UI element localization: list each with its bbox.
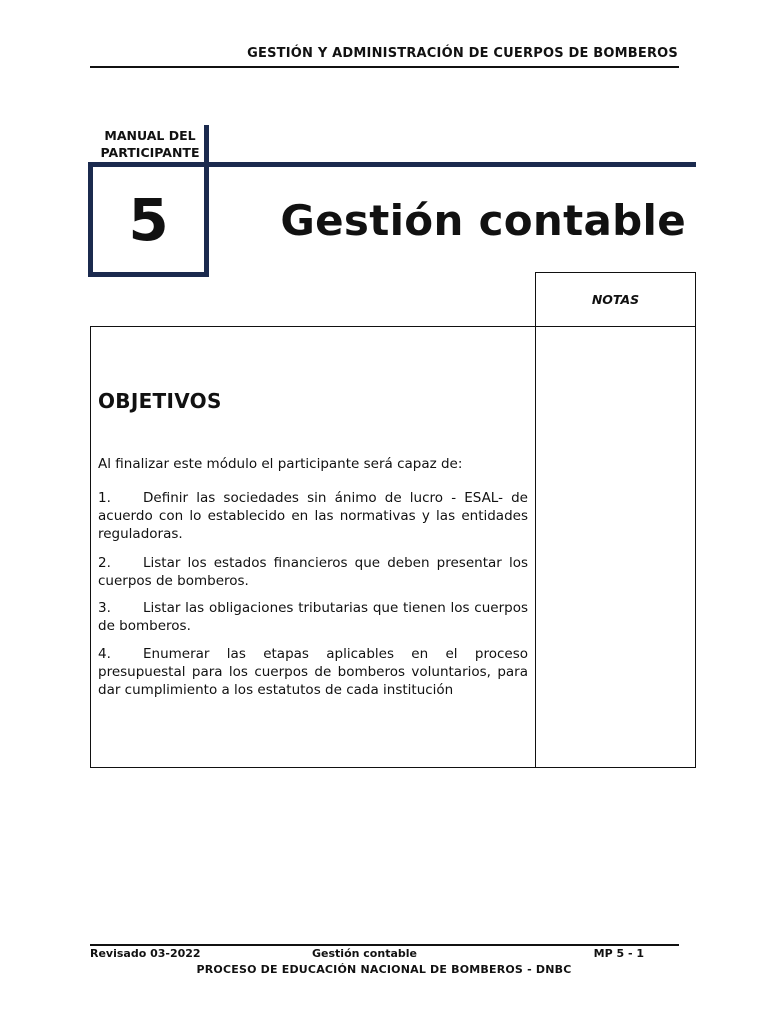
footer-rule	[90, 944, 679, 946]
objective-text: Definir las sociedades sin ánimo de lucro - ESAL- de acuerdo con lo establecido en las normativas y las entidades reguladoras.	[98, 490, 528, 542]
objective-number: 1.	[98, 490, 111, 506]
footer-revision: Revisado 03-2022	[90, 947, 201, 960]
header-title: GESTIÓN Y ADMINISTRACIÓN DE CUERPOS DE BOMBEROS	[247, 46, 678, 61]
chapter-number: 5	[128, 186, 169, 254]
notes-column	[535, 272, 696, 768]
objective-number: 3.	[98, 600, 111, 616]
objective-item	[98, 489, 528, 543]
manual-label	[94, 127, 206, 161]
header-rule	[90, 66, 679, 68]
chapter-number-box	[88, 164, 209, 277]
objectives-intro: Al finalizar este módulo el participante será capaz de:	[98, 456, 463, 472]
objectives-box	[90, 326, 536, 768]
chapter-title: Gestión contable	[280, 196, 686, 245]
manual-label-line2: PARTICIPANTE	[100, 145, 200, 160]
manual-label-line1: MANUAL DEL	[104, 128, 196, 143]
objective-text: Listar los estados financieros que deben presentar los cuerpos de bomberos.	[98, 555, 528, 589]
objective-item	[98, 599, 528, 635]
notes-label: NOTAS	[536, 273, 695, 327]
objective-number: 4.	[98, 646, 111, 662]
footer-program: PROCESO DE EDUCACIÓN NACIONAL DE BOMBEROS - DNBC	[196, 963, 572, 976]
objectives-heading: OBJETIVOS	[98, 389, 222, 413]
footer-page-number: MP 5 - 1	[593, 947, 644, 960]
manual-label-divider	[204, 125, 209, 165]
footer-section: Gestión contable	[312, 947, 417, 960]
objective-number: 2.	[98, 555, 111, 571]
objective-text: Enumerar las etapas aplicables en el proceso presupuestal para los cuerpos de bomberos voluntarios, para dar cumplimiento a los estatutos de cada institución	[98, 646, 528, 698]
objective-item	[98, 554, 528, 590]
objective-item	[98, 645, 528, 699]
objective-text: Listar las obligaciones tributarias que tienen los cuerpos de bomberos.	[98, 600, 528, 634]
